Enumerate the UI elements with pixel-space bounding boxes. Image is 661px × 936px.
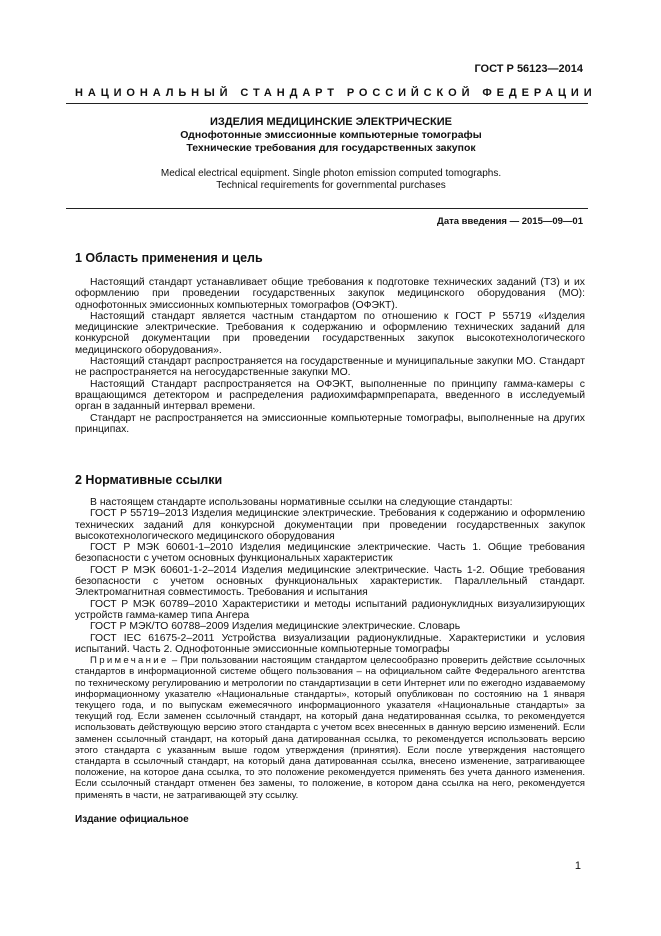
reference-item: ГОСТ Р МЭК/ТО 60788–2009 Изделия медицинские электрические. Словарь (90, 621, 461, 633)
references-note (75, 655, 585, 801)
national-standard-banner: НАЦИОНАЛЬНЫЙ СТАНДАРТ РОССИЙСКОЙ ФЕДЕРАЦИИ (75, 87, 597, 99)
title-line-2: Однофотонные эмиссионные компьютерные томографы (180, 129, 482, 141)
section-2-body (75, 497, 585, 801)
standard-number: ГОСТ Р 56123—2014 (474, 63, 583, 75)
title-divider (66, 208, 588, 209)
title-line-3: Технические требования для государственных закупок (186, 142, 476, 154)
official-edition-label: Издание официальное (75, 814, 189, 825)
reference-item: ГОСТ Р МЭК 60601-1–2010 Изделия медицинские электрические. Часть 1. Общие требования безопасности с учетом основных функциональных характеристик (75, 542, 585, 565)
top-divider (66, 103, 588, 104)
note-text: – При пользовании настоящим стандартом целесообразно проверить действие ссылочных стандартов в информационной системе общего пользования – на официальном сайте Федерального агентства по техническому регулированию и метрологии по стандартизации в сети Интернет или по ежегодно издаваемому информационному указателю «Национальные стандарты», который опубликован по состоянию на 1 января текущего года, и по выпускам ежемесячного информационного указателя «Национальные стандарты» за текущий год. Если заменен ссылочный стандарт, на который дана недатированная ссылка, то рекомендуется использовать действующую версию этого стандарта с учетом всех внесенных в данную версию изменений. Если заменен ссылочный стандарт, на который дана датированная ссылка, то рекомендуется использовать версию этого стандарта с указанным выше годом утверждения (принятия). Если после утверждения настоящего стандарта в ссылочный стандарт, на который дана датированная ссылка, внесено изменение, затрагивающее положение, на которое дана ссылка, то это положение рекомендуется применять без учета данного изменения. Если ссылочный стандарт отменен без замены, то положение, в котором дана ссылка на него, рекомендуется применять в части, не затрагивающей эту ссылку. (75, 655, 585, 801)
page-number: 1 (574, 860, 581, 872)
section-1-paragraph: Настоящий стандарт устанавливает общие требования к подготовке технических заданий (ТЗ) и их оформлению при проведении государственных закупок медицинского оборудования (МО): однофотонных эмиссионных компьютерных томографов (ОФЭКТ). (75, 277, 585, 311)
section-1-paragraph: Настоящий Стандарт распространяется на ОФЭКТ, выполненные по принципу гамма-камеры с вращающимся детектором и распределения радиохимфармпрепарата, введенного в исследуемый орган в заданный интервал времени. (75, 378, 585, 413)
reference-item: ГОСТ Р МЭК 60789–2010 Характеристики и методы испытаний радионуклидных визуализирующих устройств гамма-камер типа Ангера (75, 598, 585, 621)
note-label: Примечание (90, 655, 169, 667)
english-title-line-1: Medical electrical equipment. Single photon emission computed tomographs. (160, 168, 502, 179)
section-2-paragraph: В настоящем стандарте использованы нормативные ссылки на следующие стандарты: (90, 497, 513, 508)
reference-item: ГОСТ IEC 61675-2–2011 Устройства визуализации радионуклидные. Характеристики и условия испытаний. Часть 2. Однофотонные эмиссионные компьютерные томографы (75, 632, 585, 655)
english-title-line-2: Technical requirements for governmental purchases (216, 180, 446, 191)
section-1-paragraph: Стандарт не распространяется на эмиссионные компьютерные томографы, выполненные на других принципах. (75, 412, 585, 435)
section-1-body (75, 277, 585, 435)
reference-item: ГОСТ Р МЭК 60601-1-2–2014 Изделия медицинские электрические. Часть 1-2. Общие требования безопасности с учетом основных функциональных характеристик. Параллельный стандарт. Электромагнитная совместимость. Требования и испытания (75, 564, 585, 599)
english-title-block (75, 168, 587, 192)
title-line-1: ИЗДЕЛИЯ МЕДИЦИНСКИЕ ЭЛЕКТРИЧЕСКИЕ (209, 116, 453, 128)
effective-date: Дата введения — 2015—09—01 (437, 216, 583, 227)
section-1-paragraph: Настоящий стандарт распространяется на государственные и муниципальные закупки МО. Стандарт не распространяется на негосударственные закупки МО. (75, 356, 585, 379)
reference-item: ГОСТ Р 55719–2013 Изделия медицинские электрические. Требования к содержанию и оформлению технических заданий для конкурсной документации при проведении государственных закупок высокотехнологического медицинского оборудования (75, 508, 585, 542)
section-2-heading: 2 Нормативные ссылки (75, 473, 223, 487)
section-1-paragraph: Настоящий стандарт является частным стандартом по отношению к ГОСТ Р 55719 «Изделия медицинские электрические. Требования к содержанию и оформлению технических заданий для конкурсной документации при проведении государственных закупок высокотехнологического медицинского оборудования». (75, 310, 585, 356)
document-title-block (75, 116, 587, 155)
section-1-heading: 1 Область применения и цель (75, 251, 263, 265)
